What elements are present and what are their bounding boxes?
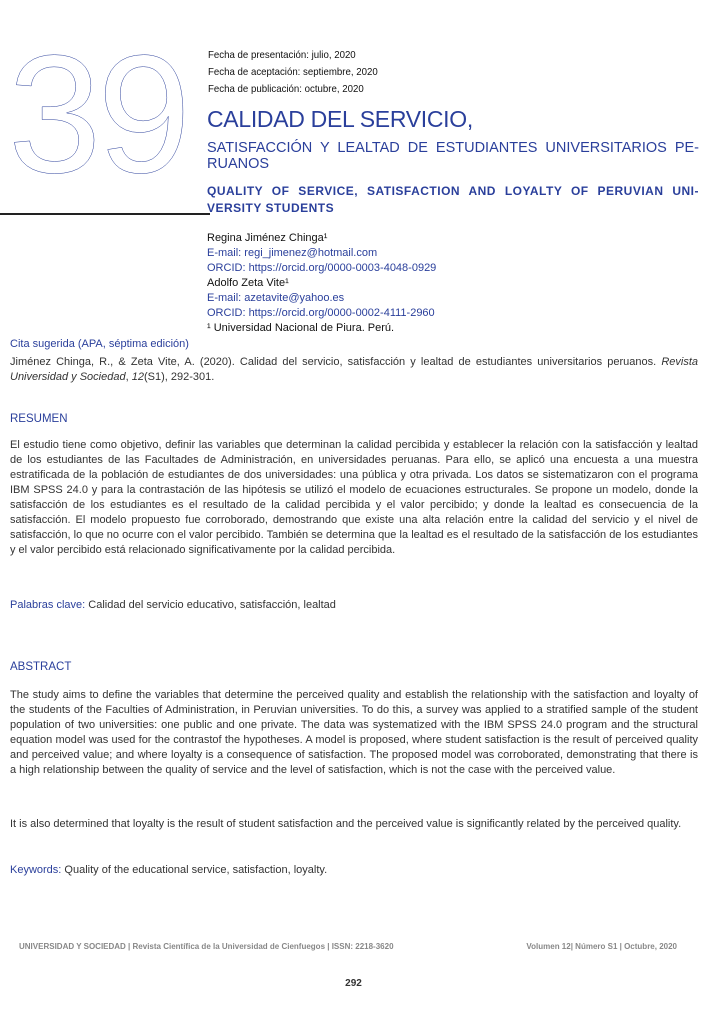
date-submitted: Fecha de presentación: julio, 2020 [208, 49, 356, 61]
author-2-orcid-link[interactable]: https://orcid.org/0000-0002-4111-2960 [248, 307, 435, 319]
date-published: Fecha de publicación: octubre, 2020 [208, 83, 364, 95]
publication-dates [208, 47, 378, 98]
orcid-label: ORCID: [207, 262, 246, 274]
chapter-number: 39 [8, 20, 187, 208]
affiliation: ¹ Universidad Nacional de Piura. Perú. [207, 322, 395, 334]
date-accepted: Fecha de aceptación: septiembre, 2020 [208, 66, 378, 78]
citation-sep: , [125, 371, 132, 383]
author-2-name: Adolfo Zeta Vite¹ [207, 277, 289, 289]
resumen-text: El estudio tiene como objetivo, definir las variables que determinan la calidad percibida y establecer la relación con la satisfacción y lealtad de los estudiantes de las Facultades de Administración, en universidades peruanas. Para ello, se aplicó una encuesta a una muestra estratificada de la población de estudiantes de dos universidades: una pública y otra privada. Los datos se sistematizaron con el programa IBM SPSS 24.0 y para la contrastación de las hipótesis se utilizó el modelo de ecuaciones estructurales. Se propone un modelo, donde la satisfacción de los estudiantes es el resultado de la calidad percibida y el valor percibido; y donde la lealtad es consecuencia de la satisfacción. El modelo propuesto fue corroborado, demostrando que existe una alta relación entre la calidad del servicio y el nivel de satisfacción, lo que no ocurre con el valor percibido. También se determina que la lealtad es el resultado de la satisfacción de los estudiantes y el valor percibido está relacionado significativamente por la calidad percibida. [10, 439, 698, 556]
article-title: CALIDAD DEL SERVICIO, [207, 106, 473, 132]
email-label: E-mail: [207, 247, 242, 259]
abstract-heading: ABSTRACT [10, 661, 72, 673]
keywords-label: Palabras clave: [10, 599, 86, 611]
page-number: 292 [345, 978, 362, 989]
footer-issue: Volumen 12| Número S1 | Octubre, 2020 [526, 942, 677, 951]
citation-journal: Revista Universidad y Sociedad [10, 356, 698, 383]
resumen-keywords [10, 599, 336, 611]
citation-heading: Cita sugerida (APA, séptima edición) [10, 338, 189, 350]
keywords-label: Keywords: [10, 864, 62, 876]
author-1-orcid-line [207, 261, 436, 276]
article-title-english: QUALITY OF SERVICE, SATISFACTION AND LOYALTY OF PERUVIAN UNI- VERSITY STUDENTS [207, 184, 699, 215]
author-1-email-line [207, 246, 436, 261]
citation-volume: 12 [131, 371, 144, 383]
article-subtitle: SATISFACCIÓN Y LEALTAD DE ESTUDIANTES UNIVERSITARIOS PE- RUANOS [207, 140, 699, 172]
authors-block [207, 231, 436, 336]
author-2-email-line [207, 291, 436, 306]
email-label: E-mail: [207, 292, 242, 304]
author-2-email-link[interactable]: azetavite@yahoo.es [244, 292, 345, 304]
author-1-orcid-link[interactable]: https://orcid.org/0000-0003-4048-0929 [248, 262, 437, 274]
page-footer [19, 942, 689, 951]
citation-authors: Jiménez Chinga, R., & Zeta Vite, A. (2020). Calidad del servicio, satisfacción y lealtad de estudiantes universitarios peruanos. [10, 356, 662, 368]
abstract-keywords [10, 864, 327, 876]
orcid-label: ORCID: [207, 307, 246, 319]
author-2-orcid-line [207, 306, 436, 321]
resumen-heading: RESUMEN [10, 413, 68, 425]
author-1-name: Regina Jiménez Chinga¹ [207, 232, 328, 244]
citation-pages: (S1), 292-301. [143, 371, 215, 383]
citation-text [10, 355, 698, 385]
keywords-value: Calidad del servicio educativo, satisfacción, lealtad [88, 599, 336, 611]
keywords-value: Quality of the educational service, satisfaction, loyalty. [64, 864, 328, 876]
footer-journal: UNIVERSIDAD Y SOCIEDAD | Revista Científica de la Universidad de Cienfuegos | ISSN: 2218-3620 [19, 942, 394, 951]
author-1-email-link[interactable]: regi_jimenez@hotmail.com [244, 247, 378, 259]
abstract-text-2: It is also determined that loyalty is the result of student satisfaction and the perceived value is significantly related by the perceived quality. [10, 818, 682, 830]
header-rule [0, 213, 210, 215]
abstract-text: The study aims to define the variables that determine the perceived quality and establish the relationship with the satisfaction and loyalty of the students of the Faculties of Administration, in Peruvian universities. To do this, a survey was applied to a stratified sample of the student population of two universities: one public and one private. The data was systematized with the IBM SPSS 24.0 program and the structural equation model was used for the contrastof the hypotheses. A model is proposed, where student satisfaction is the result of perceived quality and perceived value; and where loyalty is a consequence of satisfaction. The proposed model was corroborated, demonstrating that there is a high relationship between the quality of service and the level of satisfaction, which is not the case with the perceived value. [10, 689, 698, 776]
